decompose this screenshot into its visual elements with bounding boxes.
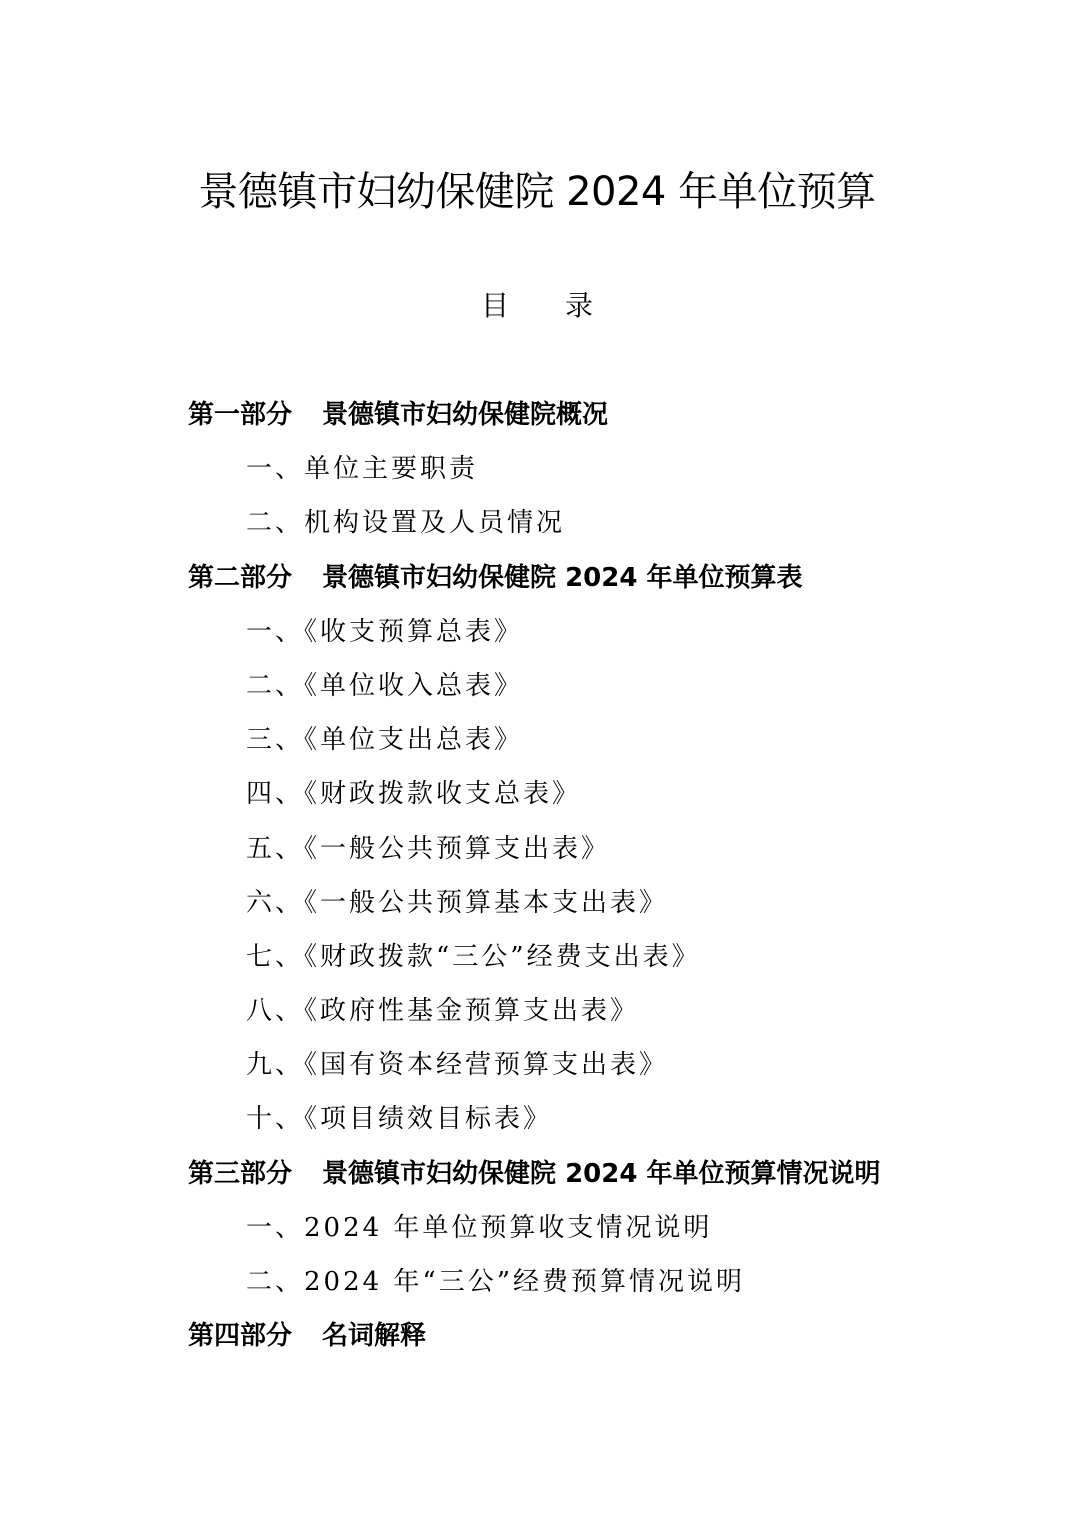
part-title: 景德镇市妇幼保健院 2024 年单位预算情况说明	[322, 1158, 881, 1189]
toc-item: 九、《国有资本经营预算支出表》	[246, 1050, 669, 1081]
toc-item: 二、2024 年“三公”经费预算情况说明	[246, 1267, 746, 1297]
part-label: 第二部分	[188, 562, 293, 593]
toc-part-2	[0, 551, 1074, 605]
part-label: 第四部分	[188, 1321, 293, 1352]
toc-heading	[0, 286, 1074, 326]
toc-item: 八、《政府性基金预算支出表》	[246, 996, 640, 1027]
document-title: 景德镇市妇幼保健院 2024 年单位预算	[198, 169, 876, 215]
toc-item: 一、单位主要职责	[246, 454, 479, 485]
toc-item: 一、《收支预算总表》	[246, 616, 524, 647]
toc-item: 二、机构设置及人员情况	[246, 508, 566, 539]
toc-part-3	[0, 1147, 1074, 1201]
toc-part-1	[0, 388, 1074, 442]
toc-item: 六、《一般公共预算基本支出表》	[246, 887, 669, 918]
part-title: 景德镇市妇幼保健院 2024 年单位预算表	[322, 562, 803, 593]
part-label: 第一部分	[188, 400, 293, 430]
toc-heading-right: 录	[565, 289, 594, 322]
part-title: 名词解释	[322, 1321, 427, 1352]
toc-item: 五、《一般公共预算支出表》	[246, 833, 611, 864]
part-title: 景德镇市妇幼保健院概况	[322, 400, 609, 430]
toc-item: 二、《单位收入总表》	[246, 670, 524, 701]
toc-item: 四、《财政拨款收支总表》	[246, 779, 582, 810]
toc-item: 十、《项目绩效目标表》	[246, 1104, 553, 1135]
table-of-contents	[0, 388, 1074, 1363]
part-label: 第三部分	[188, 1158, 293, 1189]
toc-item: 七、《财政拨款“三公”经费支出表》	[246, 941, 701, 972]
toc-item: 三、《单位支出总表》	[246, 725, 524, 756]
toc-heading-left: 目	[480, 289, 509, 322]
toc-item: 一、2024 年单位预算收支情况说明	[246, 1212, 713, 1243]
toc-part-4	[0, 1309, 1074, 1363]
